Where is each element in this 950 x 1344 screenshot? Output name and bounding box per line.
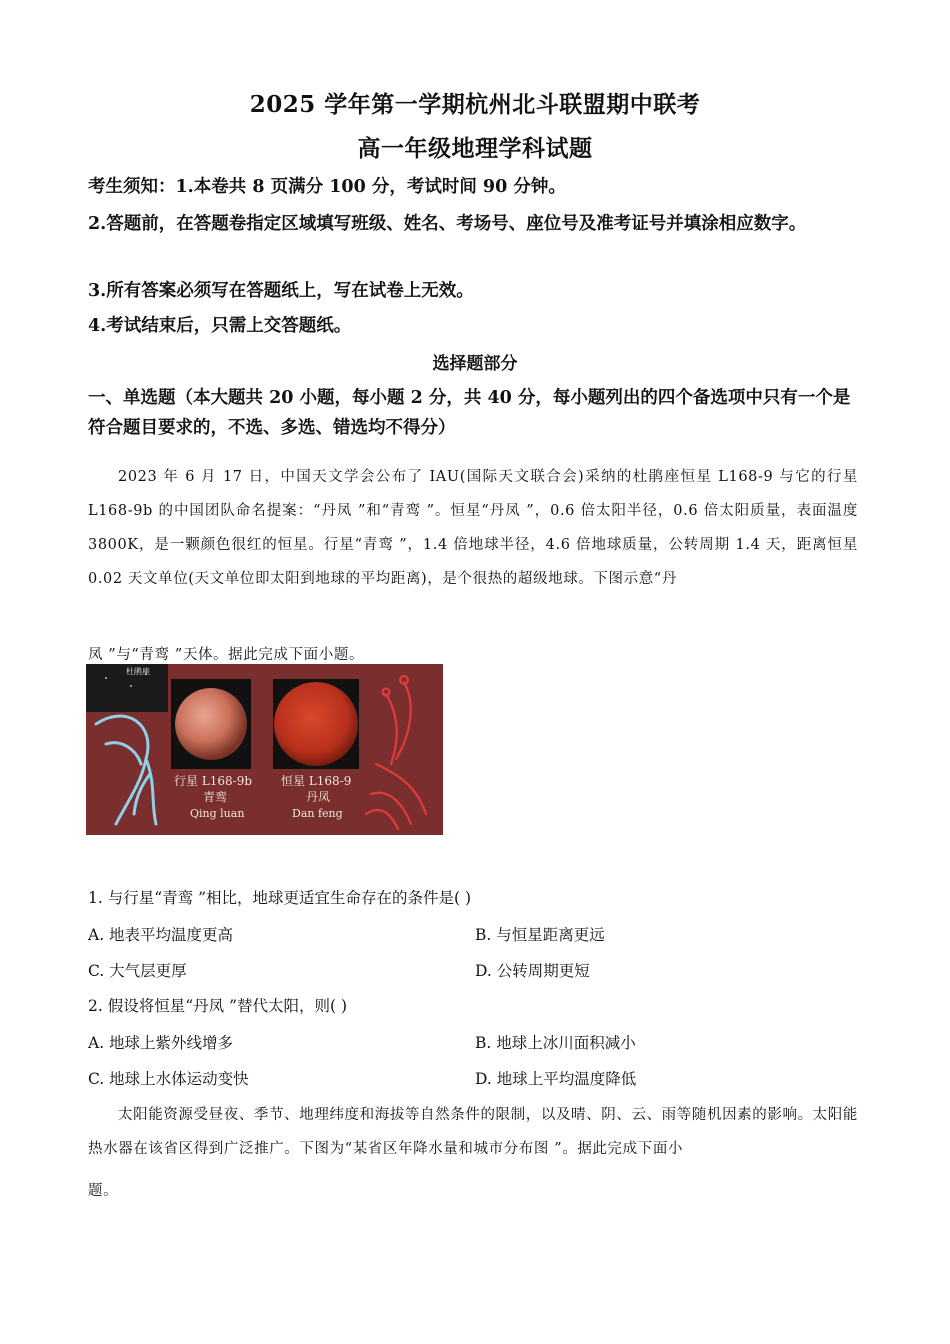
star-pinyin: Dan feng (292, 807, 343, 820)
star-label: 恒星 L168-9 (281, 774, 352, 788)
star-planet-illustration (86, 664, 443, 835)
q1-option-a[interactable]: A. 地表平均温度更高 (88, 926, 234, 944)
planet-label: 行星 L168-9b (174, 774, 253, 788)
passage-1-text: 2023 年 6 月 17 日，中国天文学会公布了 IAU(国际天文联合会)采纳的杜鹃座恒星 L168-9 与它的行星 L168-9b 的中国团队命名提案：“丹凤 ”和“青鸾 ”。恒星“丹凤 ”，0.6 倍太阳半径，0.6 倍太阳质量，表面温度 3800K，是一颗颜色很红的恒星。行星“青鸾 ”，1.4 倍地球半径，4.6 倍地球质量，公转周期 1.4 天，距离恒星 0.02 天文单位(天文单位即太阳到地球的平均距离)，是个很热的超级地球。下图示意“丹 (88, 469, 858, 587)
q2-option-c[interactable]: C. 地球上水体运动变快 (88, 1070, 249, 1088)
planet-qingluan (175, 688, 247, 760)
constellation-label: 杜鹃座 (126, 667, 150, 676)
notice-line-1: 考生须知：1.本卷共 8 页满分 100 分，考试时间 90 分钟。 (88, 177, 566, 197)
q1-option-c[interactable]: C. 大气层更厚 (88, 962, 187, 980)
question-1: 1. 与行星“青鸾 ”相比，地球更适宜生命存在的条件是( ) (88, 889, 472, 907)
notice-line-3: 3.所有答案必须写在答题纸上，写在试卷上无效。 (88, 281, 474, 301)
q1-option-d[interactable]: D. 公转周期更短 (475, 962, 590, 980)
planet-chinese-name: 青鸾 (203, 790, 228, 804)
exam-title: 2025 学年第一学期杭州北斗联盟期中联考 (249, 91, 701, 118)
notice-line-4: 4.考试结束后，只需上交答题纸。 (88, 316, 352, 336)
q1-option-b[interactable]: B. 与恒星距离更远 (475, 926, 605, 944)
passage-2-tail: 题。 (88, 1183, 119, 1199)
passage-2-text: 太阳能资源受昼夜、季节、地理纬度和海拔等自然条件的限制，以及晴、阴、云、雨等随机因素的影响。太阳能热水器在该省区得到广泛推广。下图为“某省区年降水量和城市分布图 ”。据此完成下面小 (88, 1107, 858, 1157)
section-title: 选择题部分 (432, 354, 518, 374)
notice-line-2: 2.答题前，在答题卷指定区域填写班级、姓名、考场号、座位号及准考证号并填涂相应数字。 (88, 214, 807, 234)
planet-pinyin: Qing luan (190, 807, 245, 820)
star-danfeng (274, 682, 358, 766)
exam-subtitle: 高一年级地理学科试题 (357, 135, 593, 162)
q2-option-d[interactable]: D. 地球上平均温度降低 (475, 1070, 637, 1088)
passage-2 (88, 1098, 858, 1166)
passage-1-tail: 凤 ”与“青鸾 ”天体。据此完成下面小题。 (88, 647, 365, 663)
question-2: 2. 假设将恒星“丹凤 ”替代太阳，则( ) (88, 997, 348, 1015)
part1-heading: 一、单选题（本大题共 20 小题，每小题 2 分，共 40 分，每小题列出的四个备选项中只有一个是符合题目要求的，不选、多选、错选均不得分） (88, 388, 851, 438)
q2-option-b[interactable]: B. 地球上冰川面积减小 (475, 1034, 636, 1052)
star-chinese-name: 丹凤 (306, 790, 331, 804)
star-planet-figure (86, 664, 443, 835)
q2-option-a[interactable]: A. 地球上紫外线增多 (88, 1034, 234, 1052)
passage-1 (88, 460, 858, 596)
